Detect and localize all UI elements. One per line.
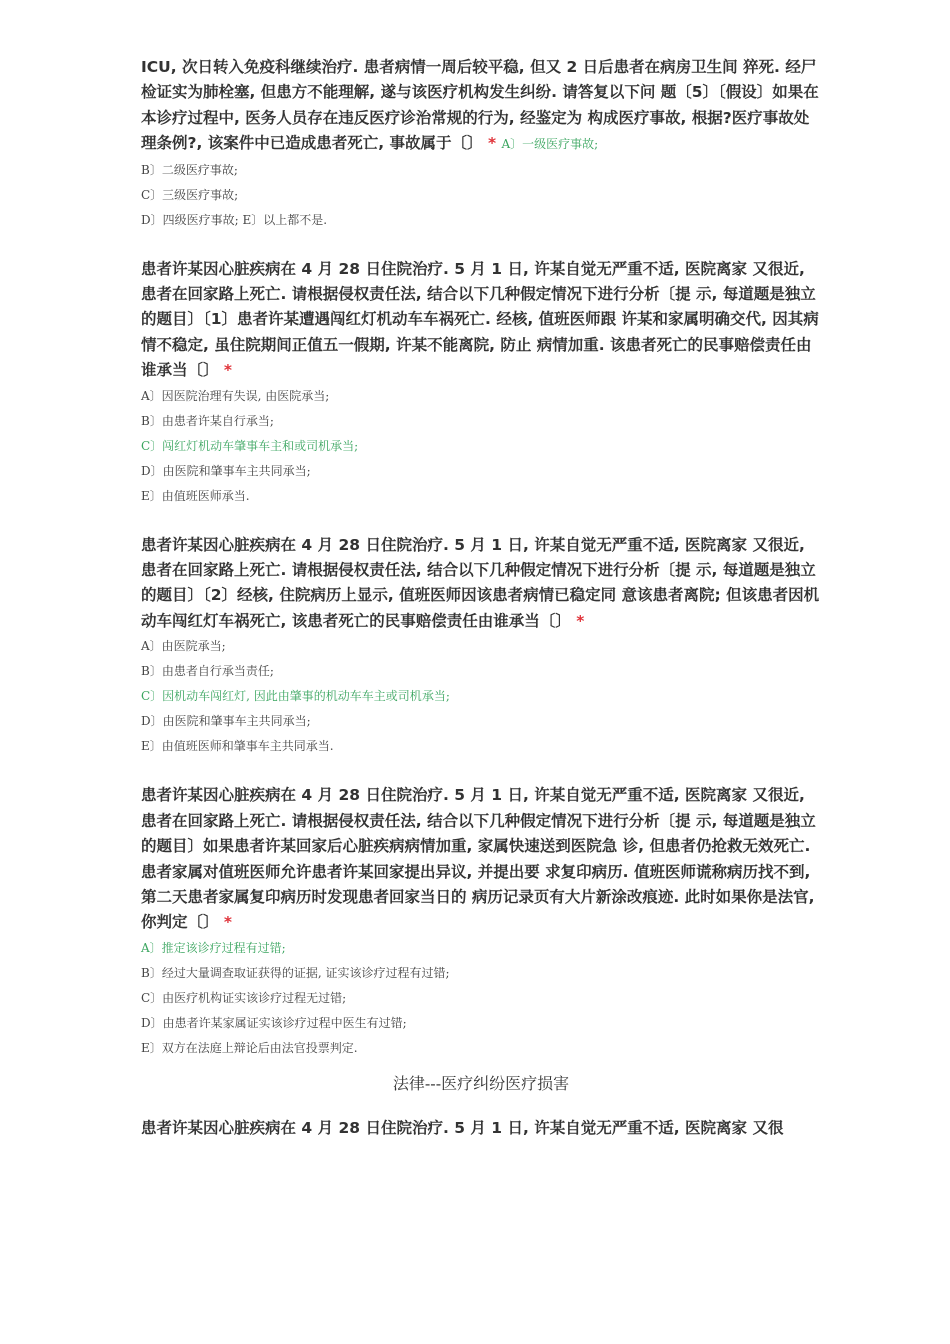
question-3 [141,533,821,635]
required-star: * [223,361,233,380]
answer-option-correct: C〕闯红灯机动车肇事车主和或司机承当; [141,438,359,453]
question-4 [141,783,821,935]
answer-option-correct: C〕因机动车闯红灯, 因此由肇事的机动车车主或司机承当; [141,689,450,704]
answer-option: C〕三级医疗事故; [141,187,239,202]
answer-option: E〕由值班医师承当. [141,488,250,503]
answer-option: E〕双方在法庭上辩论后由法官投票判定. [141,1040,358,1055]
answer-option: B〕经过大量调查取证获得的证据, 证实该诊疗过程有过错; [141,965,450,980]
answer-option: A〕因医院治理有失误, 由医院承当; [141,388,330,403]
question-text: 患者许某因心脏疾病在 4 月 28 日住院治疗. 5 月 1 日, 许某自觉无严重不适, 医院离家 又很近, 患者在回家路上死亡. 请根据侵权责任法, 结合以下几种假定情况下进行分析〔提 示, 每道题是独立的题目〕〔1〕患者许某遭遇闯红灯机动车车祸死亡. 经核, 值班医师跟 许某和家属明确交代, 因其病情不稳定, 虽住院期间正值五一假期, 许某不能离院, 防止 病情加重. 该患者死亡的民事赔偿责任由谁承当〔〕 [141,259,819,380]
answer-option: D〕四级医疗事故; E〕以上都不是. [141,212,328,227]
required-star: * [576,611,585,630]
answer-option: D〕由患者许某家属证实该诊疗过程中医生有过错; [141,1015,407,1030]
question-1 [141,55,821,158]
answer-option-correct: A〕推定该诊疗过程有过错; [141,940,286,955]
answer-option: A〕由医院承当; [141,639,226,654]
answer-option: B〕由患者许某自行承当; [141,413,274,428]
question-text: 患者许某因心脏疾病在 4 月 28 日住院治疗. 5 月 1 日, 许某自觉无严重不适, 医院离家 又很近, 患者在回家路上死亡. 请根据侵权责任法, 结合以下几种假定情况下进行分析〔提 示, 每道题是独立的题目〕如果患者许某回家后心脏疾病病情加重, 家属快速送到医院急 诊, 但患者仍抢救无效死亡. 患者家属对值班医师允许患者许某回家提出异议, 并提出要 求复印病历. 值班医师谎称病历找不到, 第二天患者家属复印病历时发现患者回家当日的 病历记录页有大片新涂改痕迹. 此时如果你是法官, 你判定〔〕 [141,786,816,932]
answer-option-a-correct: A〕一级医疗事故; [501,137,599,152]
question-5 [141,1116,821,1141]
answer-option: B〕由患者自行承当责任; [141,664,274,679]
question-text: ICU, 次日转入免疫科继续治疗. 患者病情一周后较平稳, 但又 2 日后患者在病房卫生间 猝死. 经尸检证实为肺栓塞, 但患方不能理解, 遂与该医疗机构发生纠纷. 请答复以下问 题〔5〕〔假设〕如果在本诊疗过程中, 医务人员存在违反医疗诊治常规的行为, 经鉴定为 构成医疗事故, 根据?医疗事故处理条例?, 该案件中已造成患者死亡, 事故属于〔〕 [141,58,819,153]
answer-option: D〕由医院和肇事车主共同承当; [141,714,311,729]
section-title: 法律---医疗纠纷医疗损害 [392,1073,570,1093]
answer-option: C〕由医疗机构证实该诊疗过程无过错; [141,990,347,1005]
required-star: * [487,134,497,153]
answer-option: E〕由值班医师和肇事车主共同承当. [141,739,334,754]
document-page [141,55,821,1141]
question-text: 患者许某因心脏疾病在 4 月 28 日住院治疗. 5 月 1 日, 许某自觉无严重不适, 医院离家 又很 [141,1118,784,1137]
question-2 [141,257,821,384]
required-star: * [223,913,233,932]
answer-option: B〕二级医疗事故; [141,162,238,177]
question-text: 患者许某因心脏疾病在 4 月 28 日住院治疗. 5 月 1 日, 许某自觉无严重不适, 医院离家 又很近, 患者在回家路上死亡. 请根据侵权责任法, 结合以下几种假定情况下进行分析〔提 示, 每道题是独立的题目〕〔2〕经核, 住院病历上显示, 值班医师因该患者病情已稳定同 意该患者离院; 但该患者因机动车闯红灯车祸死亡, 该患者死亡的民事赔偿责任由谁承当〔〕 [141,535,820,630]
answer-option: D〕由医院和肇事车主共同承当; [141,463,311,478]
